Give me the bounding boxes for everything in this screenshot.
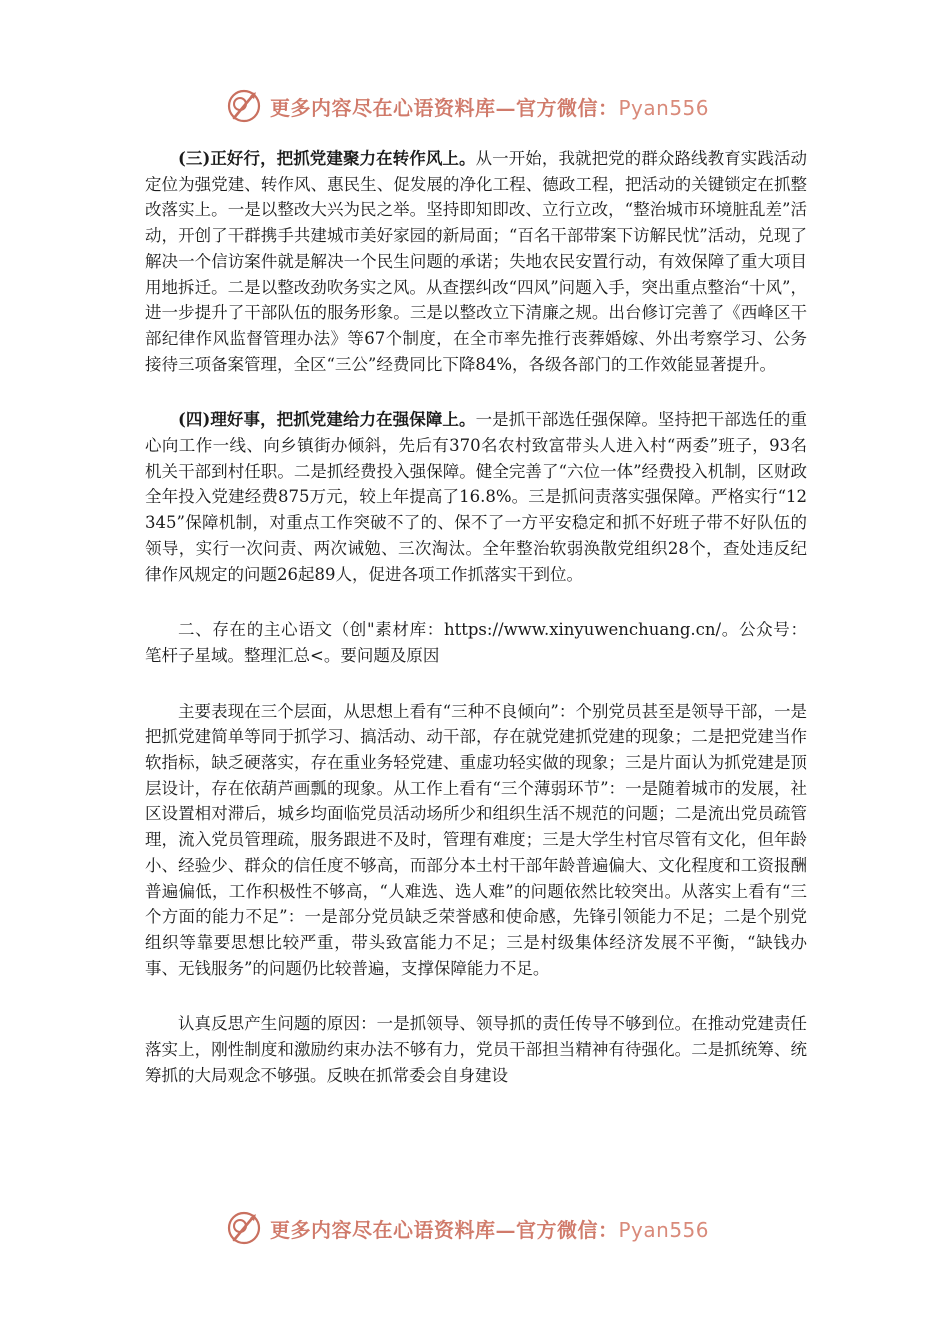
- watermark-wechat-id: Pyan556: [618, 1217, 710, 1242]
- paragraph-section-three: [145, 146, 807, 377]
- paragraph-text: 从一开始，我就把党的群众路线教育实践活动定位为强党建、转作风、惠民生、促发展的净化工程、德政工程，把活动的关键锁定在抓整改落实上。一是以整改大兴为民之举。坚持即知即改、立行立改，“整治城市环境脏乱差”活动，开创了干群携手共建城市美好家园的新局面；“百名干部带案下访解民忧”活动，兑现了解决一个信访案件就是解决一个民生问题的承诺；失地农民安置行动，有效保障了重大项目用地拆迁。二是以整改劲吹务实之风。从查摆纠改“四风”问题入手，突出重点整治“十风”，进一步提升了干部队伍的服务形象。三是以整改立下清廉之规。出台修订完善了《西峰区干部纪律作风监督管理办法》等67个制度，在全市率先推行丧葬婚嫁、外出考察学习、公务接待三项备案管理，全区“三公”经费同比下降84%，各级各部门的工作效能显著提升。: [145, 149, 808, 374]
- paragraph-section-two-title: [145, 617, 807, 668]
- paragraph-text: 二、存在的主心语文（创"素材库：https://www.xinyuwenchuang.cn/。公众号：笔杆子星域。整理汇总<。要问题及原因: [145, 620, 807, 665]
- paragraph-heading: (四)理好事，把抓党建给力在强保障上。: [178, 410, 476, 430]
- paragraph-text: 一是抓干部选任强保障。坚持把干部选任的重心向工作一线、向乡镇街办倾斜，先后有370名农村致富带头人进入村“两委”班子，93名机关干部到村任职。二是抓经费投入强保障。健全完善了“六位一体”经费投入机制，区财政全年投入党建经费875万元，较上年提高了16.8%。三是抓问责落实强保障。严格实行“12345”保障机制，对重点工作突破不了的、保不了一方平安稳定和抓不好班子带不好队伍的领导，实行一次问责、两次诫勉、三次淘汰。全年整治软弱涣散党组织28个，查处违反纪律作风规定的问题26起89人，促进各项工作抓落实干到位。: [145, 410, 808, 584]
- brush-logo-icon: [226, 88, 262, 124]
- paragraph-text: 主要表现在三个层面，从思想上看有“三种不良倾向”：个别党员甚至是领导干部，一是把抓党建简单等同于抓学习、搞活动、动干部，存在就党建抓党建的现象；二是把党建当作软指标，缺乏硬落实，存在重业务轻党建、重虚功轻实做的现象；三是片面认为抓党建是顶层设计，存在依葫芦画瓢的现象。从工作上看有“三个薄弱环节”：一是随着城市的发展，社区设置相对滞后，城乡均面临党员活动场所少和组织生活不规范的问题；二是流出党员疏管理，流入党员管理疏，服务跟进不及时，管理有难度；三是大学生村官尽管有文化，但年龄小、经验少、群众的信任度不够高，而部分本土村干部年龄普遍偏大、文化程度和工资报酬普遍偏低，工作积极性不够高，“人难选、选人难”的问题依然比较突出。从落实上看有“三个方面的能力不足”：一是部分党员缺乏荣誉感和使命感，先锋引领能力不足；二是个别党组织等靠要思想比较严重，带头致富能力不足；三是村级集体经济发展不平衡，“缺钱办事、无钱服务”的问题仍比较普遍，支撑保障能力不足。: [145, 701, 807, 978]
- paragraph-problems: [145, 699, 807, 982]
- paragraph-text: 认真反思产生问题的原因：一是抓领导、领导抓的责任传导不够到位。在推动党建责任落实上，刚性制度和激励约束办法不够有力，党员干部担当精神有待强化。二是抓统筹、统筹抓的大局观念不够强。反映在抓常委会自身建设: [145, 1014, 807, 1085]
- document-body: [145, 146, 807, 1119]
- watermark-text: 更多内容尽在心语资料库—官方微信：: [270, 95, 619, 120]
- paragraph-section-four: [145, 407, 807, 587]
- watermark-header: [226, 86, 746, 126]
- paragraph-heading: (三)正好行，把抓党建聚力在转作风上。: [178, 149, 476, 168]
- watermark-footer: [226, 1208, 746, 1248]
- paragraph-reasons: [145, 1011, 807, 1088]
- brush-logo-icon: [226, 1210, 262, 1246]
- watermark-wechat-id: Pyan556: [618, 95, 710, 120]
- watermark-text: 更多内容尽在心语资料库—官方微信：: [270, 1217, 619, 1242]
